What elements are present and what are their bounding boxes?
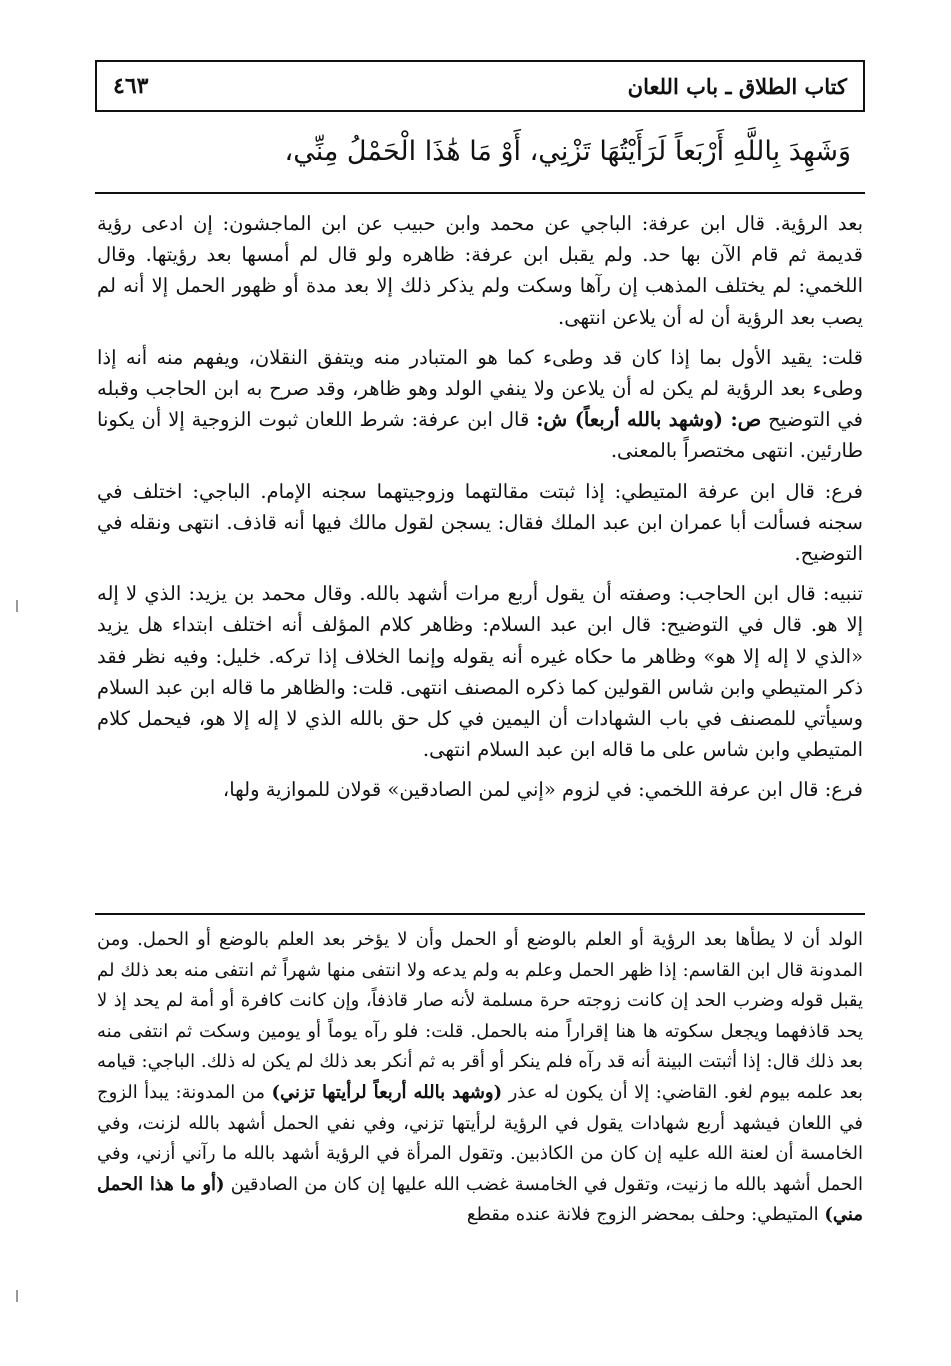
commentary-section [97,208,863,815]
scan-mark [16,600,18,612]
margin-commentary-paragraph [97,925,863,1231]
scan-mark [16,1290,18,1302]
quoted-matn: (أو ما هذا الحمل مني) [97,1173,863,1226]
commentary-text: فرع: قال ابن عرفة المتيطي: إذا ثبتت مقالتهما وزوجيتهما سجنه الإمام. الباجي: اختلف في سجنه فسألت أبا عمران ابن عبد الملك فقال: يسجن لقول مالك فيها أنه قاذف. انتهى ونقله في التوضيح. [97,479,863,566]
commentary-paragraph [97,578,863,765]
commentary-paragraph [97,476,863,570]
quoted-matn: ص: (وشهد بالله أربعاً) ش: [536,408,762,432]
main-text-verse: وَشَهِدَ بِاللَّهِ أَرْبَعاً لَرَأَيْتُهَا تَزْنِي، أَوْ مَا هَٰذَا الْحَمْلُ مِنِّي، [284,136,851,167]
margin-text: المتيطي: وحلف بمحضر الزوج فلانة عنده مقطع [466,1204,825,1226]
quoted-matn: (وشهد بالله أربعاً لرأيتها تزني) [271,1081,503,1103]
commentary-text: فرع: قال ابن عرفة اللخمي: في لزوم «إني لمن الصادقين» قولان للموازية ولها، [222,778,863,802]
footnote-divider [95,913,865,915]
chapter-title: كتاب الطلاق ـ باب اللعان [627,73,847,99]
commentary-paragraph [97,208,863,333]
page-number: ٤٦٣ [113,73,149,99]
running-header [95,60,865,112]
margin-text: من المدونة: يبدأ الزوج في اللعان فيشهد أربع شهادات يقول في الرؤية لرأيتها تزني، وفي نفي الحمل أشهد بالله لزنت، وفي الخامسة أن لعنة الله عليه إن كان من الكاذبين. وتقول المرأة في الرؤية أشهد بالله ما رآني أزني، وفي الحمل أشهد بالله ما زنيت، وتقول في الخامسة غضب الله عليها إن كان من الصادقين [97,1081,863,1195]
commentary-text: قلت: يقيد الأول بما إذا كان قد وطىء كما هو المتبادر منه ويتفق النقلان، ويفهم منه أنه إذا وطىء بعد الرؤية لم يكن له أن يلاعن ولا ينفي الولد وهو ظاهر، وقد صرح به ابن الحاجب وقبله في التوضيح [97,345,863,432]
commentary-paragraph [97,342,863,467]
commentary-text: بعد الرؤية. قال ابن عرفة: الباجي عن محمد وابن حبيب عن ابن الماجشون: إن ادعى رؤية قديمة ثم قام الآن بها حد. ولم يقبل ابن عرفة: ظاهره ولو قال لم أمسها بعد رؤيتها. وقال اللخمي: لم يختلف المذهب إن رآها وسكت ولم يذكر ذلك إلا بعد مدة أو ظهور الحمل إلا أنه لم يصب بعد الرؤية أن له أن يلاعن انتهى. [97,212,863,329]
commentary-paragraph [97,774,863,805]
top-divider [95,192,865,194]
book-page [95,60,864,1360]
commentary-text: قال ابن عرفة: شرط اللعان ثبوت الزوجية إلا أن يكونا طارئين. انتهى مختصراً بالمعنى. [97,408,863,463]
margin-text: الولد أن لا يطأها بعد الرؤية أو العلم بالوضع أو الحمل وأن لا يؤخر بعد العلم بالوضع أو الحمل. ومن المدونة قال ابن القاسم: إذا ظهر الحمل وعلم به ولم يدعه ولا انتفى منها شهراً ثم انتفى منه بعد ذلك لم يقبل قوله وضرب الحد إن كانت زوجته حرة مسلمة لأنه صار قاذفاً، وإن كانت كافرة أو أمة لم يحد إذ لا يحد قاذفهما ويجعل سكوته ها هنا إقراراً منه بالحمل. قلت: فلو رآه يوماً أو يومين وسكت ثم انتفى منه بعد ذلك قال: إذا أثبتت البينة أنه قد رآه فلم ينكر أو أقر به ثم أنكر بعد ذلك لم يكن له ذلك. الباجي: قيامه بعد علمه بيوم لغو. القاضي: إلا أن يكون له عذر [97,929,864,1103]
margin-commentary-section [97,925,863,1231]
commentary-text: تنبيه: قال ابن الحاجب: وصفته أن يقول أربع مرات أشهد بالله. وقال محمد بن يزيد: الذي لا إله إلا هو. قال في التوضيح: قال ابن عبد السلام: وظاهر كلام المؤلف أنه اختلف ابتداء هل يزيد «الذي لا إله إلا هو» وظاهر ما حكاه غيره أنه يقوله وإنما الخلاف إذا تركه. خليل: وفيه نظر فقد ذكر المتيطي وابن شاس القولين كما ذكره المصنف انتهى. قلت: والظاهر ما قاله ابن عبد السلام وسيأتي للمصنف في باب الشهادات أن اليمين في كل حق بالله الذي لا إله إلا هو، فيحمل كلام المتيطي وابن شاس على ما قاله ابن عبد السلام انتهى. [97,582,863,762]
